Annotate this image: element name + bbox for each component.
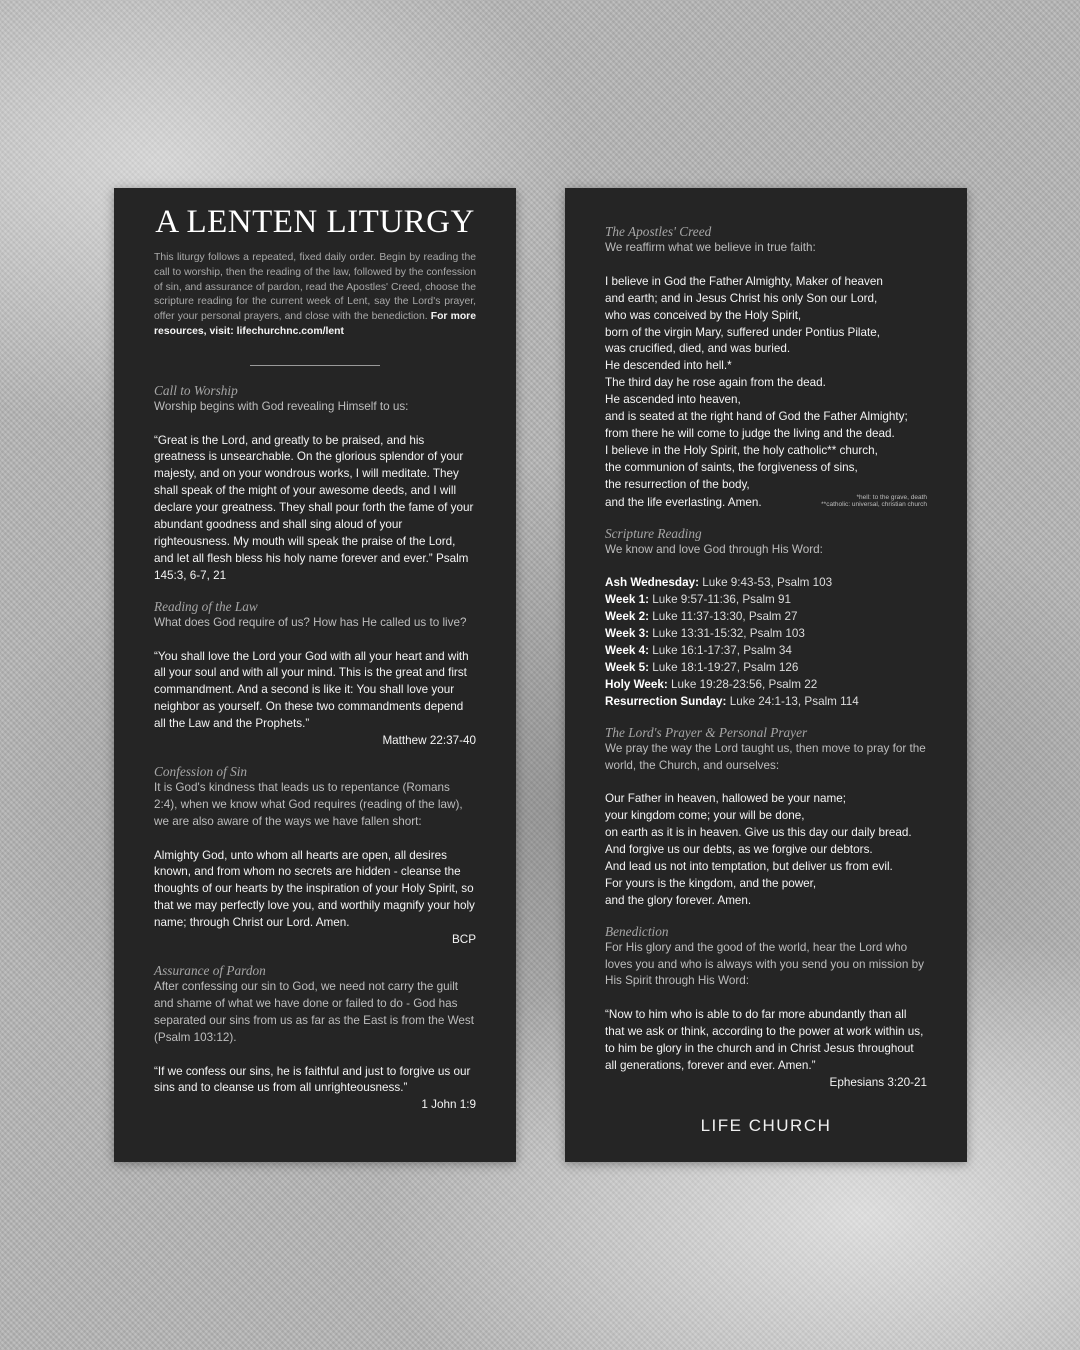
- reading-item: [605, 575, 927, 592]
- section-confession-of-sin: [154, 764, 476, 949]
- section-heading: Benediction: [605, 923, 669, 939]
- section-call-to-worship: [154, 383, 476, 585]
- reading-text: Luke 19:28-23:56, Psalm 22: [671, 677, 818, 691]
- creed-line: He descended into hell.*: [605, 359, 732, 373]
- spacer: [154, 949, 476, 963]
- section-body: “Great is the Lord, and greatly to be praised, and his greatness is unsearchable. On the glorious splendor of your majesty, and on your wondrous works, I will meditate. They shall speak of the might of your awesome deeds, and I will declare your greatness. They shall pour forth the fame of your abundant goodness and shall sing aloud of your righteousness. My mouth will speak the praise of the Lord, and let all flesh bless his holy name forever and ever.” Psalm 145:3, 6-7, 21: [154, 433, 474, 582]
- prayer-line: on earth as it is in heaven. Give us this day our daily bread.: [605, 826, 912, 840]
- section-lords-prayer: [605, 725, 927, 910]
- section-description: We pray the way the Lord taught us, then move to pray for the world, the Church, and ourselves:: [605, 741, 926, 772]
- creed-line: and the life everlasting. Amen.: [605, 495, 762, 509]
- creed-line: the communion of saints, the forgiveness of sins,: [605, 460, 858, 474]
- section-body: “Now to him who is able to do far more abundantly than all that we ask or think, according to the power at work within us, to him be glory in the church and in Christ Jesus throughout all generations, forever and ever. Amen.”: [605, 1008, 924, 1072]
- creed-line: who was conceived by the Holy Spirit,: [605, 308, 802, 322]
- scripture-reference: Ephesians 3:20-21: [829, 1075, 927, 1089]
- creed-line: and earth; and in Jesus Christ his only Son our Lord,: [605, 291, 878, 305]
- creed-last-row: [605, 494, 927, 512]
- footnote: *hell: to the grave, death: [856, 493, 927, 501]
- prayer-line: And forgive us our debts, as we forgive our debtors.: [605, 843, 873, 857]
- section-heading: The Apostles' Creed: [605, 224, 712, 239]
- section-scripture-reading: [605, 526, 927, 711]
- prayer-line: and the glory forever. Amen.: [605, 893, 752, 907]
- section-reading-of-the-law: [154, 599, 476, 750]
- resources-link-text: For more resources, visit: lifechurchnc.com/lent: [154, 311, 476, 337]
- prayer-line: For yours is the kingdom, and the power,: [605, 876, 817, 890]
- reading-label: Ash Wednesday:: [605, 576, 699, 590]
- section-description: Worship begins with God revealing Himself to us:: [154, 399, 409, 413]
- prayer-line: And lead us not into temptation, but deliver us from evil.: [605, 859, 893, 873]
- spacer: [605, 711, 927, 725]
- reading-text: Luke 13:31-15:32, Psalm 103: [652, 627, 805, 641]
- reading-item: [605, 592, 927, 609]
- creed-line: was crucified, died, and was buried.: [605, 342, 791, 356]
- creed-line: I believe in the Holy Spirit, the holy catholic** church,: [605, 443, 878, 457]
- section-description: For His glory and the good of the world, hear the Lord who loves you and who is always with you send you on mission by His Spirit through His Word:: [605, 940, 924, 988]
- reading-text: Luke 18:1-19:27, Psalm 126: [652, 660, 799, 674]
- spacer: [154, 585, 476, 599]
- reading-item: [605, 643, 927, 660]
- section-description: It is God's kindness that leads us to repentance (Romans 2:4), when we know what God requires (reading of the law), we are also aware of the ways we have fallen short:: [154, 780, 463, 828]
- reading-item: [605, 694, 927, 711]
- liturgy-card-left: [114, 188, 516, 1162]
- reading-label: Resurrection Sunday:: [605, 694, 727, 708]
- section-heading: The Lord's Prayer & Personal Prayer: [605, 724, 808, 740]
- scripture-reference: Matthew 22:37-40: [382, 734, 476, 748]
- brand-logo-text: LIFE CHURCH: [700, 1115, 832, 1135]
- scripture-reference: 1 John 1:9: [421, 1098, 476, 1112]
- section-body: “If we confess our sins, he is faithful and just to forgive us our sins and to cleanse us from all unrighteousness.”: [154, 1064, 471, 1095]
- page-title: A LENTEN LITURGY: [155, 204, 475, 240]
- section-heading: Reading of the Law: [154, 598, 258, 614]
- section-heading: Call to Worship: [154, 382, 238, 398]
- prayer-line: your kingdom come; your will be done,: [605, 809, 805, 823]
- reading-text: Luke 11:37-13:30, Psalm 27: [652, 610, 798, 624]
- reading-list: [605, 575, 927, 710]
- reading-item: [605, 626, 927, 643]
- liturgy-card-right: [565, 188, 967, 1162]
- reading-text: Luke 16:1-17:37, Psalm 34: [652, 644, 792, 657]
- section-body: “You shall love the Lord your God with all your heart and with all your soul and with all your mind. This is the great and first commandment. And a second is like it: You shall love your neighbor as yourself. On these two commandments depend all the Law and the Prophets.”: [154, 649, 469, 731]
- reading-text: Luke 9:57-11:36, Psalm 91: [652, 593, 792, 607]
- creed-line: He ascended into heaven,: [605, 393, 741, 407]
- reading-item: [605, 609, 927, 626]
- section-body: Almighty God, unto whom all hearts are open, all desires known, and from whom no secrets are hidden - cleanse the thoughts of our hearts by the inspiration of your Holy Spirit, so that we may perfectly love you, and worthily magnify your holy name; through Christ our Lord. Amen.: [154, 848, 475, 930]
- section-description: What does God require of us? How has He called us to live?: [154, 615, 467, 629]
- prayer-line: Our Father in heaven, hallowed be your name;: [605, 792, 847, 806]
- creed-line: The third day he rose again from the dead.: [605, 376, 826, 390]
- footnote: **catholic: universal, christian church: [821, 501, 927, 509]
- prayer-text: [605, 791, 927, 909]
- section-heading: Scripture Reading: [605, 525, 702, 541]
- reading-label: Week 3:: [605, 627, 649, 641]
- reading-label: Week 2:: [605, 610, 649, 624]
- section-apostles-creed: [605, 224, 927, 512]
- intro-text: This liturgy follows a repeated, fixed daily order. Begin by reading the call to worship, then the reading of the law, followed by the confession of sin, and assurance of pardon, read the Apostles' Creed, choose the scripture reading for the current week of Lent, say the Lord's prayer, offer your personal prayers, and close with the benediction.: [154, 252, 476, 323]
- spacer: [605, 512, 927, 526]
- reading-item: [605, 677, 927, 694]
- creed-line: the resurrection of the body,: [605, 477, 750, 491]
- section-heading: Confession of Sin: [154, 763, 248, 779]
- section-description: We reaffirm what we believe in true faith:: [605, 241, 816, 254]
- creed-line: and is seated at the right hand of God the Father Almighty;: [605, 410, 908, 424]
- creed-line: I believe in God the Father Almighty, Maker of heaven: [605, 274, 883, 288]
- reading-label: Week 1:: [605, 593, 649, 607]
- spacer: [154, 750, 476, 764]
- divider: [250, 365, 380, 366]
- spacer: [605, 910, 927, 924]
- reading-label: Week 4:: [605, 644, 649, 657]
- intro-paragraph: [154, 251, 476, 340]
- section-description: After confessing our sin to God, we need not carry the guilt and shame of what we have done or failed to do - God has separated our sins from us as far as the East is from the West (Psalm 103:12).: [154, 980, 475, 1044]
- section-description: We know and love God through His Word:: [605, 542, 823, 556]
- creed-line: born of the virgin Mary, suffered under Pontius Pilate,: [605, 325, 881, 339]
- reading-label: Holy Week:: [605, 677, 668, 691]
- section-benediction: [605, 924, 927, 1092]
- scripture-reference: BCP: [451, 933, 476, 947]
- section-heading: Assurance of Pardon: [154, 963, 266, 979]
- creed-text: [605, 274, 927, 512]
- reading-text: Luke 24:1-13, Psalm 114: [729, 694, 859, 708]
- section-assurance-of-pardon: [154, 963, 476, 1114]
- creed-line: from there he will come to judge the living and the dead.: [605, 426, 895, 440]
- reading-item: [605, 660, 927, 677]
- reading-text: Luke 9:43-53, Psalm 103: [702, 576, 833, 590]
- footnotes: [821, 494, 927, 512]
- reading-label: Week 5:: [605, 660, 649, 674]
